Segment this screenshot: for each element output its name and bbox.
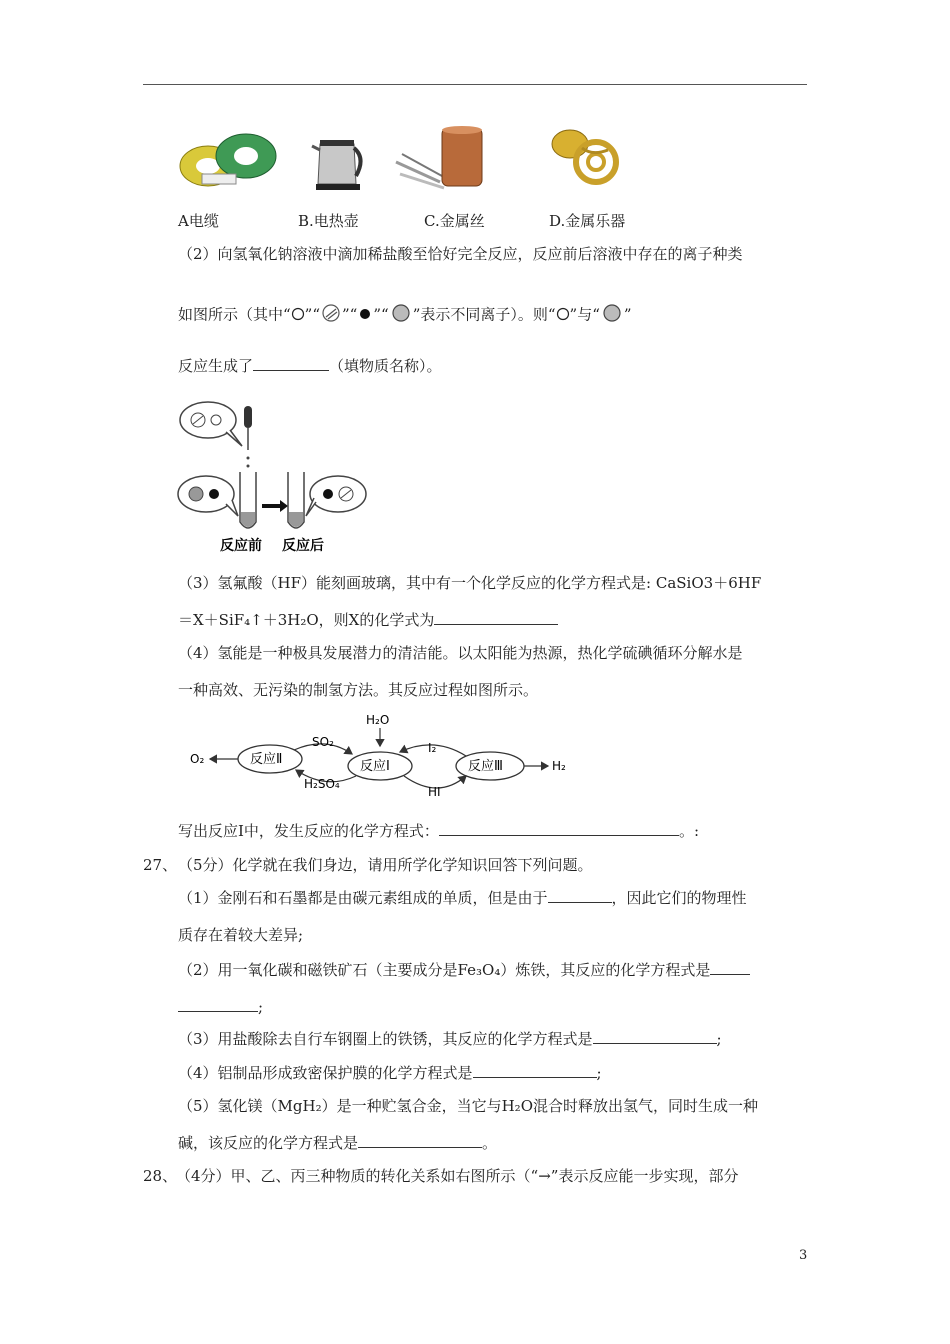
q4-line3: 写出反应Ⅰ中，发生反应的化学方程式： 。: — [178, 822, 699, 840]
q27-p1: （1）金刚石和石墨都是由碳元素组成的单质，但是由于 ，因此它们的物理性 — [178, 889, 747, 907]
reaction-3-label: 反应Ⅲ — [468, 759, 503, 774]
answer-blank[interactable] — [253, 356, 329, 371]
q27-number: 27、 — [143, 856, 178, 874]
after-label: 反应后 — [282, 538, 324, 554]
hatched-circle-ion-icon — [320, 302, 342, 329]
q28-stem: （4分）甲、乙、丙三种物质的转化关系如右图所示（“→”表示反应能一步实现，部分 — [176, 1167, 739, 1185]
q28-number: 28、 — [143, 1167, 178, 1185]
q3-line1: （3）氢氟酸（HF）能刻画玻璃，其中有一个化学反应的化学方程式是: CaSiO3＋6HF — [178, 574, 762, 592]
answer-blank[interactable] — [434, 610, 558, 625]
q27-p2-cont: ; — [178, 997, 263, 1017]
hollow-circle-ion-icon — [291, 306, 305, 326]
h2o-label: H₂O — [366, 713, 390, 727]
hollow-circle-ion-icon — [556, 306, 570, 326]
before-label: 反应前 — [220, 538, 262, 554]
hi-label: HI — [428, 785, 441, 799]
sulfur-iodine-cycle-diagram — [176, 708, 576, 804]
page-number: 3 — [799, 1248, 808, 1263]
reaction-2-label: 反应Ⅱ — [250, 752, 283, 767]
answer-blank[interactable] — [439, 821, 679, 836]
q4-line2: 一种高效、无污染的制氢方法。其反应过程如图所示。 — [178, 681, 539, 699]
answer-blank[interactable] — [473, 1063, 597, 1078]
answer-blank[interactable] — [358, 1133, 482, 1148]
horn-image — [548, 124, 628, 194]
q27-p3: （3）用盐酸除去自行车钢圈上的铁锈，其反应的化学方程式是 ; — [178, 1030, 722, 1048]
metal-wire-image — [392, 124, 492, 194]
q27-p1-cont: 质存在着较大差异; — [178, 926, 304, 944]
q4-line1: （4）氢能是一种极具发展潜力的清洁能。以太阳能为热源，热化学硫碘循环分解水是 — [178, 644, 743, 662]
q27-p4: （4）铝制品形成致密保护膜的化学方程式是 ; — [178, 1064, 602, 1082]
gray-circle-ion-icon — [389, 302, 413, 329]
q3-line2: ＝X＋SiF₄↑＋3H₂O，则X的化学式为 — [178, 610, 558, 630]
caption-c: C.金属丝 — [424, 212, 485, 230]
answer-blank[interactable] — [178, 997, 258, 1012]
q27-p5: （5）氢化镁（MgH₂）是一种贮氢合金，当它与H₂O混合时释放出氢气，同时生成一种 — [178, 1097, 758, 1115]
q27-p5-cont: 碱，该反应的化学方程式是 。 — [178, 1134, 498, 1152]
q2-line3: 反应生成了 （填物质名称）。 — [178, 357, 442, 375]
caption-a: A电缆 — [178, 212, 219, 230]
q27-stem: （5分）化学就在我们身边，请用所学化学知识回答下列问题。 — [178, 856, 593, 874]
caption-b: B.电热壶 — [298, 212, 359, 230]
h2-label: H₂ — [552, 759, 566, 773]
i2-label: I₂ — [428, 741, 437, 755]
q2-line1: （2）向氢氧化钠溶液中滴加稀盐酸至恰好完全反应，反应前后溶液中存在的离子种类 — [178, 245, 743, 263]
so2-label: SO₂ — [312, 735, 334, 749]
header-rule — [143, 84, 807, 85]
answer-blank[interactable] — [593, 1029, 717, 1044]
q27-p2: （2）用一氧化碳和磁铁矿石（主要成分是Fe₃O₄）炼铁，其反应的化学方程式是 — [178, 960, 750, 980]
ion-reaction-figure — [176, 394, 370, 556]
cable-image — [176, 124, 280, 192]
solid-dot-ion-icon — [357, 306, 373, 326]
answer-blank[interactable] — [710, 960, 750, 975]
reaction-1-label: 反应Ⅰ — [360, 759, 390, 774]
h2so4-label: H₂SO₄ — [304, 777, 340, 791]
kettle-image — [310, 128, 366, 194]
answer-blank[interactable] — [548, 888, 612, 903]
q2-line2: 如图所示（其中“ ”“ ”“ ”“ ”表示不同离子）。则“ ”与“ ” — [178, 302, 632, 329]
o2-label: O₂ — [190, 752, 205, 766]
gray-circle-ion-icon — [600, 302, 624, 329]
caption-d: D.金属乐器 — [549, 212, 626, 230]
